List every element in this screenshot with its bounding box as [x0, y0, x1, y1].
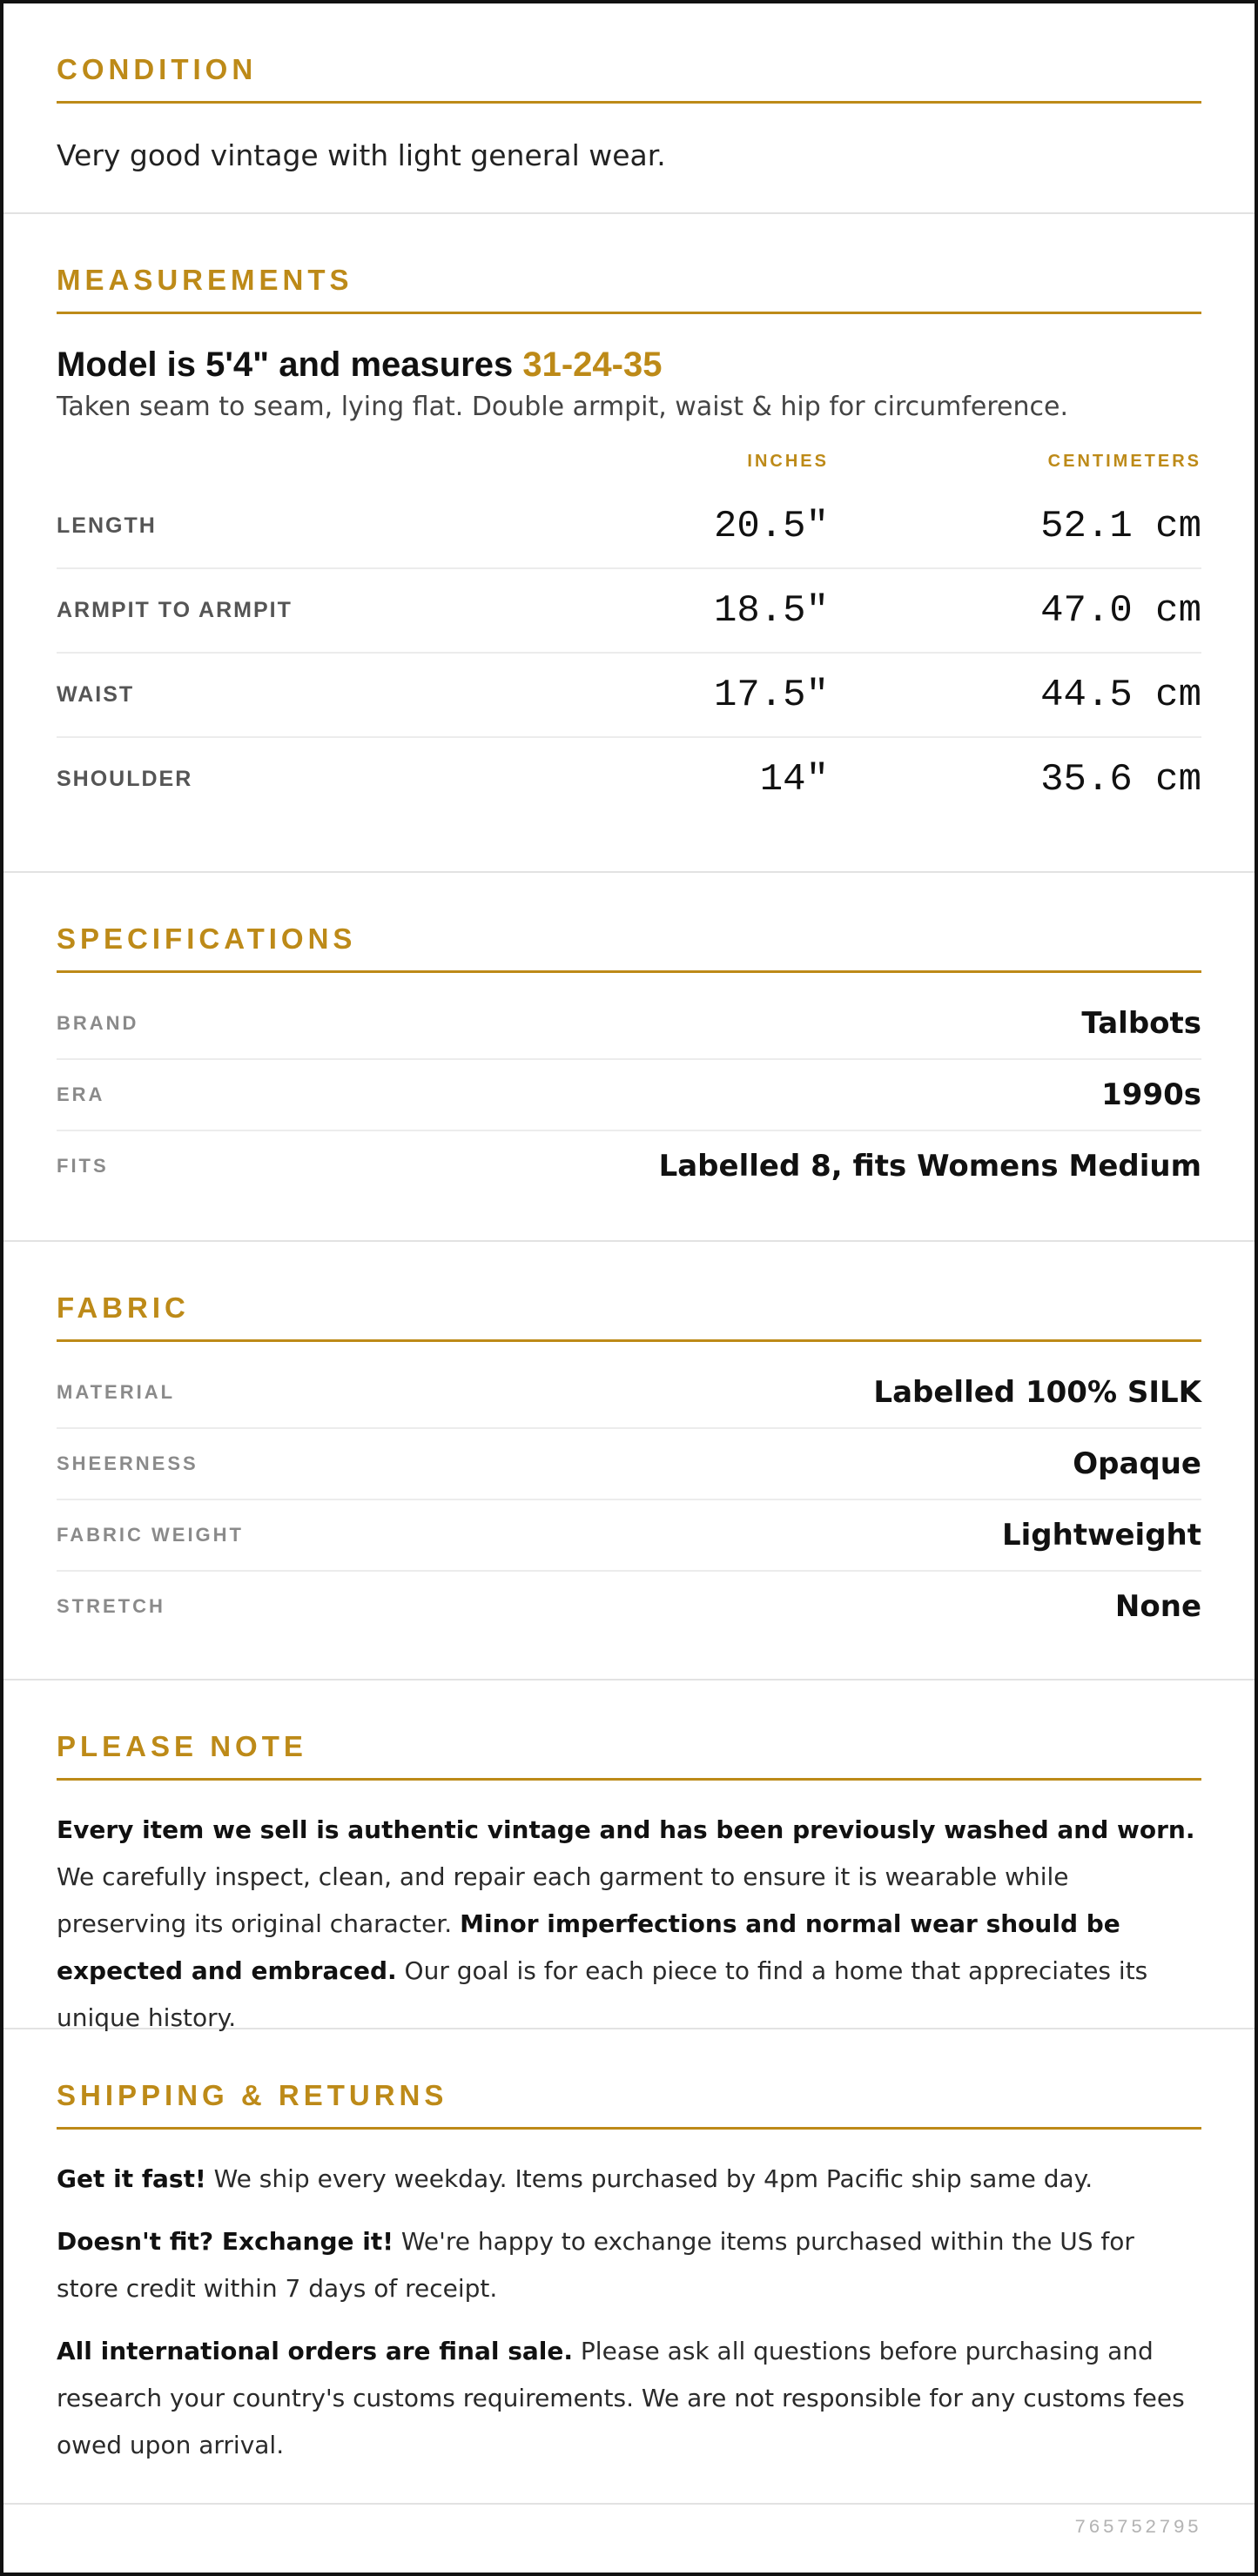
condition-section — [3, 3, 1255, 214]
fabric-label: MATERIAL — [57, 1381, 176, 1403]
measurements-table — [57, 485, 1201, 821]
please-note-title: PLEASE NOTE — [57, 1729, 1201, 1781]
measurement-label: LENGTH — [57, 513, 157, 538]
measurement-row-waist — [57, 654, 1201, 738]
fabric-value: Opaque — [1073, 1446, 1201, 1481]
fabric-value: Labelled 100% SILK — [873, 1375, 1201, 1410]
measurements-section — [3, 214, 1255, 873]
specifications-table — [57, 989, 1201, 1201]
spec-label: FITS — [57, 1155, 109, 1177]
measurement-label: ARMPIT TO ARMPIT — [57, 598, 293, 622]
fabric-row-material — [57, 1358, 1201, 1429]
measurements-header — [57, 448, 1201, 474]
note-text-1: We carefully inspect, clean, and repair each garment to ensure it is wearable while preserving its original character. — [57, 1862, 1069, 1938]
fabric-title: FABRIC — [57, 1291, 1201, 1342]
note-bold-1: Every item we sell is authentic vintage and has been previously washed and worn. — [57, 1815, 1195, 1844]
shipping-paragraph-international — [57, 2328, 1201, 2469]
measurement-cm: 44.5 cm — [1040, 673, 1201, 717]
fabric-label: STRETCH — [57, 1595, 165, 1617]
shipping-paragraph-exchange — [57, 2218, 1201, 2312]
measurement-inches: 20.5" — [713, 504, 829, 548]
shipping-paragraph-fast — [57, 2156, 1201, 2203]
measurement-cm: 47.0 cm — [1040, 588, 1201, 633]
shipping-text: We're happy to exchange items purchased within the US for store credit within 7 days of receipt. — [57, 2227, 1134, 2303]
product-id: 765752795 — [1074, 2517, 1201, 2539]
note-bold-2: Minor imperfections and normal wear should be expected and embraced. — [57, 1909, 1120, 1985]
shipping-text: Please ask all questions before purchasing and research your country's customs requirements. We are not responsible for any customs fees owed upon arrival. — [57, 2337, 1185, 2459]
measurement-row-shoulder — [57, 738, 1201, 821]
spec-row-brand — [57, 989, 1201, 1060]
measurement-inches: 17.5" — [713, 673, 829, 717]
measurement-label: WAIST — [57, 682, 135, 707]
fabric-section — [3, 1242, 1255, 1680]
model-measures-value: 31-24-35 — [522, 345, 663, 384]
spec-value: Talbots — [1081, 1006, 1201, 1041]
condition-text: Very good vintage with light general wear. — [57, 138, 666, 172]
measurement-cm: 52.1 cm — [1040, 504, 1201, 548]
fabric-row-stretch — [57, 1572, 1201, 1641]
spec-row-era — [57, 1060, 1201, 1131]
spec-row-fits — [57, 1131, 1201, 1201]
measurement-inches: 18.5" — [713, 588, 829, 633]
shipping-bold: Get it fast! — [57, 2164, 206, 2193]
spec-value: 1990s — [1101, 1077, 1201, 1112]
shipping-text: We ship every weekday. Items purchased by 4pm Pacific ship same day. — [205, 2164, 1093, 2193]
condition-title: CONDITION — [57, 52, 1201, 104]
fabric-label: SHEERNESS — [57, 1452, 198, 1474]
measurement-label: SHOULDER — [57, 767, 193, 791]
please-note-section — [3, 1680, 1255, 2032]
fabric-row-sheerness — [57, 1429, 1201, 1500]
inches-column-header: INCHES — [747, 451, 829, 471]
shipping-returns-section — [3, 2029, 1255, 2505]
shipping-bold: Doesn't fit? Exchange it! — [57, 2227, 394, 2256]
spec-label: ERA — [57, 1083, 105, 1105]
spec-value: Labelled 8, fits Womens Medium — [658, 1149, 1201, 1184]
fabric-row-weight — [57, 1500, 1201, 1572]
shipping-info — [57, 2156, 1201, 2469]
measurement-cm: 35.6 cm — [1040, 757, 1201, 802]
measurement-row-armpit — [57, 569, 1201, 654]
model-measurements — [57, 344, 1201, 386]
centimeters-column-header: CENTIMETERS — [1047, 451, 1201, 471]
specifications-title: SPECIFICATIONS — [57, 922, 1201, 973]
please-note-text — [57, 1807, 1201, 2042]
measurement-method-note: Taken seam to seam, lying flat. Double armpit, waist & hip for circumference. — [57, 392, 1069, 422]
specifications-section — [3, 873, 1255, 1242]
fabric-label: FABRIC WEIGHT — [57, 1524, 244, 1546]
spec-label: BRAND — [57, 1012, 139, 1034]
model-prefix: Model is 5'4" and measures — [57, 345, 523, 384]
shipping-returns-title: SHIPPING & RETURNS — [57, 2078, 1201, 2130]
measurements-title: MEASUREMENTS — [57, 263, 1201, 314]
measurement-inches: 14" — [759, 757, 829, 802]
shipping-bold: All international orders are final sale. — [57, 2337, 574, 2365]
measurement-row-length — [57, 485, 1201, 569]
fabric-value: Lightweight — [1001, 1518, 1201, 1553]
fabric-table — [57, 1358, 1201, 1641]
note-text-2: Our goal is for each piece to find a home that appreciates its unique history. — [57, 1956, 1148, 2032]
fabric-value: None — [1114, 1589, 1201, 1624]
